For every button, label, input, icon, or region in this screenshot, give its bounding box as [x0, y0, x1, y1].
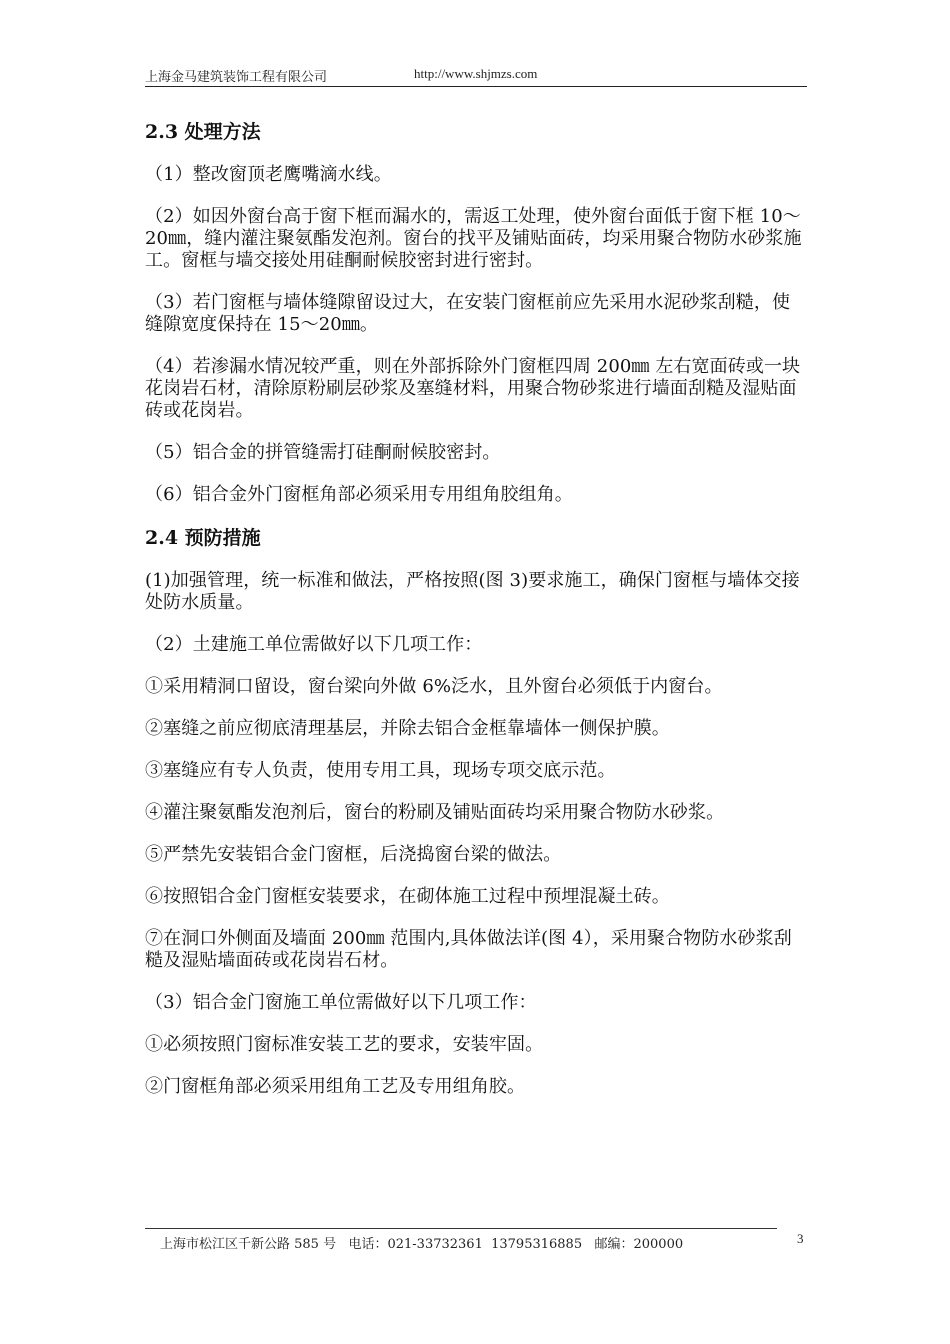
header-company-name: 上海金马建筑装饰工程有限公司	[145, 70, 328, 85]
list-item: ③塞缝应有专人负责，使用专用工具，现场专项交底示范。	[145, 760, 616, 781]
footer-contact: 上海市松江区千新公路 585 号 电话：021-33732361 13795316885 邮编：200000	[160, 1237, 684, 1252]
page-header	[145, 66, 807, 87]
header-url: http://www.shjmzs.com	[414, 66, 538, 81]
paragraph: （3）铝合金门窗施工单位需做好以下几项工作：	[145, 992, 537, 1013]
list-item: ②塞缝之前应彻底清理基层，并除去铝合金框靠墙体一侧保护膜。	[145, 718, 670, 739]
document-body	[145, 120, 807, 1118]
list-item: ②门窗框角部必须采用组角工艺及专用组角胶。	[145, 1076, 526, 1097]
paragraph: （3）若门窗框与墙体缝隙留设过大，在安装门窗框前应先采用水泥砂浆刮糙，使缝隙宽度保持在 15～20㎜。	[145, 292, 791, 335]
list-item: ⑥按照铝合金门窗框安装要求，在砌体施工过程中预埋混凝土砖。	[145, 886, 670, 907]
paragraph: （2）土建施工单位需做好以下几项工作：	[145, 634, 483, 655]
paragraph: (1)加强管理，统一标准和做法，严格按照(图 3)要求施工，确保门窗框与墙体交接处防水质量。	[145, 570, 800, 613]
paragraph: （5）铝合金的拼管缝需打硅酮耐候胶密封。	[145, 442, 501, 463]
paragraph: （6）铝合金外门窗框角部必须采用专用组角胶组角。	[145, 484, 573, 505]
list-item: ⑤严禁先安装铝合金门窗框，后浇捣窗台梁的做法。	[145, 844, 562, 865]
paragraph: （4）若渗漏水情况较严重，则在外部拆除外门窗框四周 200㎜ 左右宽面砖或一块花岗岩石材，清除原粉刷层砂浆及塞缝材料，用聚合物砂浆进行墙面刮糙及湿贴面砖或花岗岩。	[145, 356, 801, 421]
footer-divider	[145, 1228, 777, 1229]
list-item: ⑦在洞口外侧面及墙面 200㎜ 范围内,具体做法详(图 4），采用聚合物防水砂浆刮糙及湿贴墙面砖或花岗岩石材。	[145, 928, 792, 971]
list-item: ①采用精洞口留设，窗台梁向外做 6%泛水，且外窗台必须低于内窗台。	[145, 676, 723, 697]
page-number: 3	[797, 1231, 804, 1246]
list-item: ④灌注聚氨酯发泡剂后，窗台的粉刷及铺贴面砖均采用聚合物防水砂浆。	[145, 802, 725, 823]
paragraph: （2）如因外窗台高于窗下框而漏水的，需返工处理，使外窗台面低于窗下框 10～20㎜，缝内灌注聚氨酯发泡剂。窗台的找平及铺贴面砖，均采用聚合物防水砂浆施工。窗框与墙交接处用硅酮耐候胶密封进行密封。	[145, 206, 802, 271]
section-heading-2-4: 2.4 预防措施	[145, 527, 261, 549]
list-item: ①必须按照门窗标准安装工艺的要求，安装牢固。	[145, 1034, 544, 1055]
section-heading-2-3: 2.3 处理方法	[145, 121, 261, 143]
paragraph: （1）整改窗顶老鹰嘴滴水线。	[145, 164, 392, 185]
